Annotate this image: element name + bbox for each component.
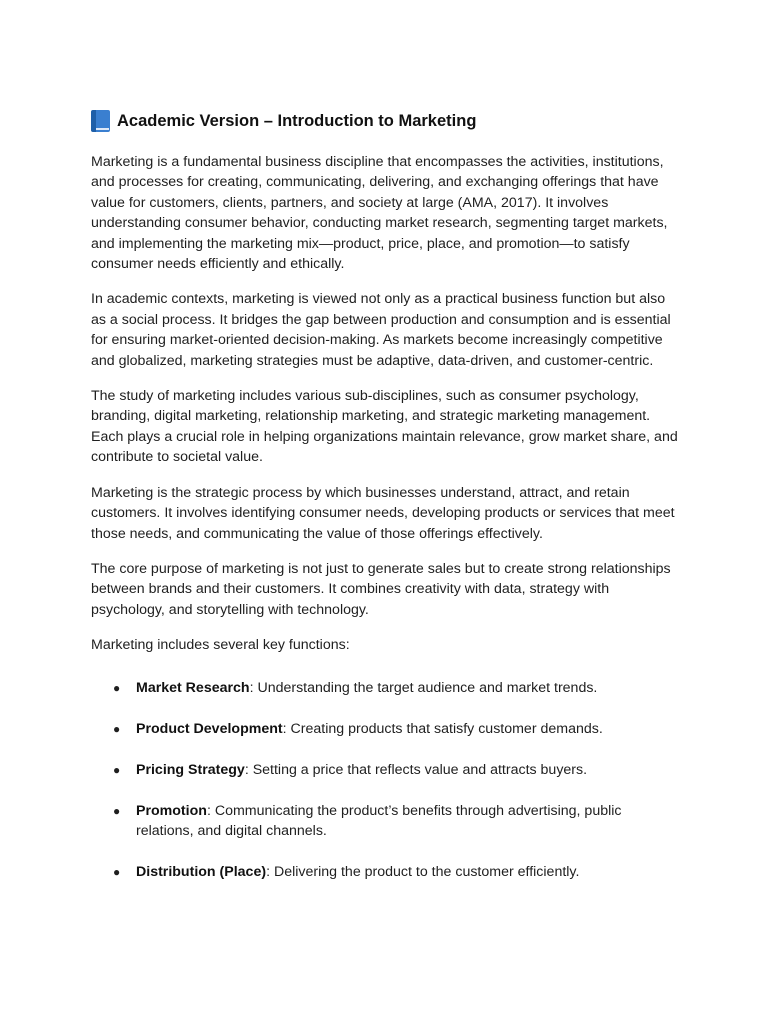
function-term: Market Research (136, 679, 250, 696)
paragraph-academic-context: In academic contexts, marketing is viewed not only as a practical business function but also as a social process. It bridges the gap between production and consumption and is essential for ensuring market-oriented decision-making. As markets become increasingly competitive and globalized, marketing strategies must be adaptive, data-driven, and customer-centric. (91, 291, 671, 369)
paragraph-core-purpose: The core purpose of marketing is not just to generate sales but to create strong relationships between brands and their customers. It combines creativity with data, strategy with psychology, and storytelling with technology. (91, 560, 671, 618)
paragraph-sub-disciplines: The study of marketing includes various sub-disciplines, such as consumer psychology, branding, digital marketing, relationship marketing, and strategic marketing management. Each plays a crucial role in helping organizations maintain relevance, grow market share, and contribute to societal value. (91, 388, 678, 466)
function-term: Distribution (Place) (136, 863, 267, 880)
functions-list (91, 678, 681, 882)
function-desc: : Understanding the target audience and market trends. (249, 679, 598, 696)
bullet-icon: ● (113, 680, 121, 695)
list-item (91, 719, 681, 739)
function-term: Promotion (136, 802, 207, 819)
paragraph-strategic-process: Marketing is the strategic process by which businesses understand, attract, and retain customers. It involves identifying consumer needs, developing products or services that meet those needs, and communicating the value of those offerings effectively. (91, 484, 675, 542)
bullet-icon: ● (113, 803, 121, 818)
bullet-icon: ● (113, 721, 121, 736)
paragraph-functions-intro: Marketing includes several key functions: (91, 637, 350, 654)
list-item (91, 760, 681, 780)
bullet-icon: ● (113, 864, 121, 879)
paragraph-definition: Marketing is a fundamental business discipline that encompasses the activities, institutions, and processes for creating, communicating, delivering, and exchanging offerings that have value for customers, clients, partners, and society at large (AMA, 2017). It involves understanding consumer behavior, conducting market research, segmenting target markets, and implementing the marketing mix—product, price, place, and promotion—to satisfy consumer needs efficiently and ethically. (91, 154, 668, 273)
list-item (91, 678, 681, 698)
bullet-icon: ● (113, 762, 121, 777)
function-desc: : Creating products that satisfy customer demands. (282, 720, 603, 737)
function-desc: : Communicating the product’s benefits through advertising, public relations, and digital channels. (136, 802, 622, 839)
heading-title: Academic Version – Introduction to Marketing (117, 111, 477, 130)
function-term: Pricing Strategy (136, 761, 245, 778)
blue-book-icon (91, 110, 110, 132)
function-desc: : Delivering the product to the customer efficiently. (266, 863, 580, 880)
document-heading (91, 108, 681, 134)
list-item (91, 862, 681, 882)
list-item (91, 801, 681, 841)
document-page (91, 108, 681, 903)
function-term: Product Development (136, 720, 283, 737)
function-desc: : Setting a price that reflects value and attracts buyers. (244, 761, 588, 778)
